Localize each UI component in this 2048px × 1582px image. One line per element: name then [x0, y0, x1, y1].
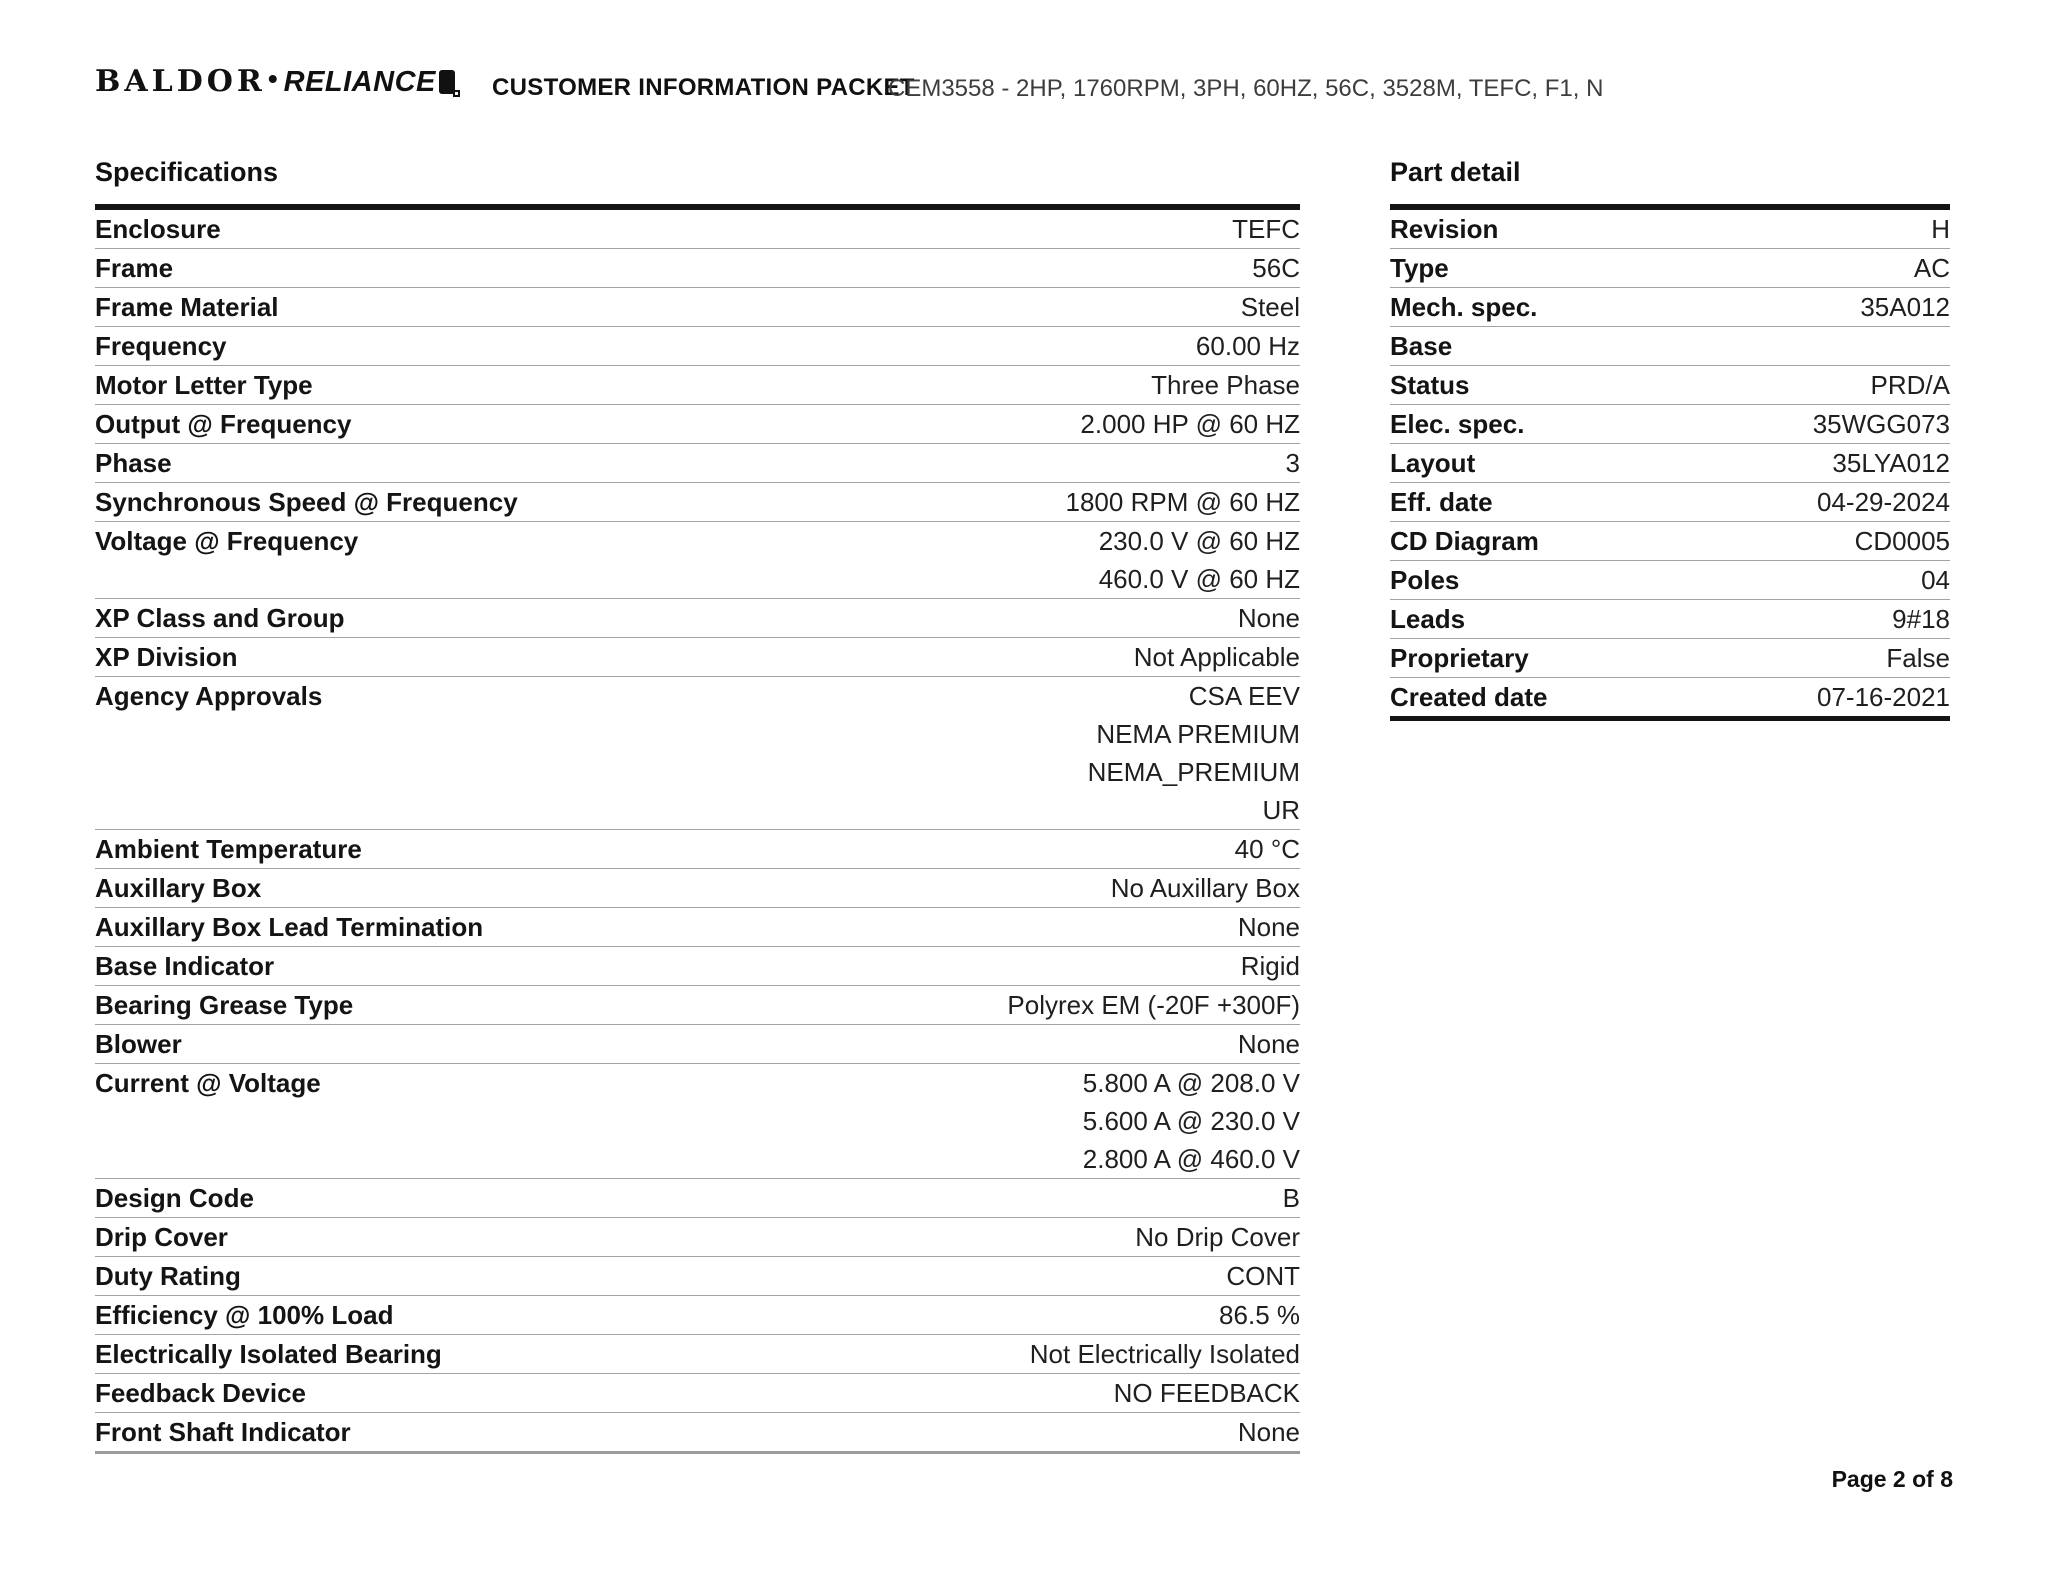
row-label: Feedback Device: [95, 1378, 307, 1408]
table-row-line: [95, 522, 1300, 560]
row-value: 2.000 HP @ 60 HZ: [1080, 409, 1300, 439]
row-label: Duty Rating: [95, 1261, 241, 1291]
table-row-line: [95, 444, 1300, 482]
table-row-line: [1390, 366, 1950, 404]
table-row-line: [95, 986, 1300, 1024]
row-value: False: [1886, 643, 1950, 673]
row-label: Proprietary: [1390, 643, 1529, 673]
row-label: Agency Approvals: [95, 681, 323, 711]
table-row-line: [95, 908, 1300, 946]
table-row: [95, 1218, 1300, 1257]
row-value: 04: [1921, 565, 1950, 595]
row-value: 1800 RPM @ 60 HZ: [1065, 487, 1300, 517]
specifications-heading: Specifications: [95, 157, 279, 187]
table-row-line: [95, 791, 1300, 829]
table-row: [95, 1025, 1300, 1064]
row-label: Revision: [1390, 214, 1499, 244]
row-value: 07-16-2021: [1817, 682, 1950, 712]
row-label: Design Code: [95, 1183, 254, 1213]
logo-baldor-text: BALDOR: [95, 64, 266, 99]
table-row: [95, 405, 1300, 444]
table-row-line: [95, 638, 1300, 676]
row-value: None: [1237, 603, 1300, 633]
table-row-line: [1390, 288, 1950, 326]
table-row-line: [95, 1413, 1300, 1451]
table-row-line: [95, 1374, 1300, 1412]
row-label: Frame: [95, 253, 174, 283]
table-row: [95, 947, 1300, 986]
row-label: CD Diagram: [1390, 526, 1539, 556]
row-label: Mech. spec.: [1390, 292, 1538, 322]
table-row: [1390, 678, 1950, 716]
row-value: 9#18: [1892, 604, 1950, 634]
table-row: [95, 210, 1300, 249]
table-row: [95, 869, 1300, 908]
table-row-line: [95, 830, 1300, 868]
trademark-box-notch: [453, 90, 460, 97]
part-detail-section: [1390, 157, 1950, 721]
table-row: [95, 327, 1300, 366]
row-value: 460.0 V @ 60 HZ: [1098, 564, 1300, 594]
row-label: Bearing Grease Type: [95, 990, 354, 1020]
table-row-line: [95, 288, 1300, 326]
table-row: [1390, 405, 1950, 444]
row-label: Frame Material: [95, 292, 279, 322]
table-row: [95, 444, 1300, 483]
table-row: [95, 1374, 1300, 1413]
trademark-box-icon: [439, 70, 455, 94]
table-row-line: [95, 1257, 1300, 1295]
table-row: [1390, 600, 1950, 639]
table-row: [1390, 366, 1950, 405]
row-value: Not Applicable: [1133, 642, 1300, 672]
row-value: UR: [1262, 795, 1300, 825]
table-row: [1390, 249, 1950, 288]
row-label: Phase: [95, 448, 172, 478]
part-detail-heading: Part detail: [1390, 157, 1521, 187]
row-value: Three Phase: [1151, 370, 1300, 400]
document-subtitle: CEM3558 - 2HP, 1760RPM, 3PH, 60HZ, 56C, 3528M, TEFC, F1, N: [888, 75, 1604, 102]
table-row-line: [95, 1140, 1300, 1178]
table-row: [95, 1179, 1300, 1218]
table-row-line: [95, 327, 1300, 365]
table-row-line: [95, 483, 1300, 521]
table-row-line: [95, 1218, 1300, 1256]
table-row: [95, 1413, 1300, 1451]
row-value: NEMA_PREMIUM: [1087, 757, 1300, 787]
table-row-line: [1390, 327, 1950, 365]
table-row-line: [95, 753, 1300, 791]
row-label: XP Class and Group: [95, 603, 345, 633]
row-label: Synchronous Speed @ Frequency: [95, 487, 518, 517]
table-row-line: [95, 677, 1300, 715]
row-label: Poles: [1390, 565, 1460, 595]
table-row: [95, 599, 1300, 638]
table-row: [95, 249, 1300, 288]
row-value: NEMA PREMIUM: [1096, 719, 1300, 749]
table-row: [95, 638, 1300, 677]
row-label: Enclosure: [95, 214, 221, 244]
table-row: [95, 1296, 1300, 1335]
table-row-line: [1390, 678, 1950, 716]
row-value: CONT: [1226, 1261, 1300, 1291]
table-row: [95, 483, 1300, 522]
specifications-table: [95, 204, 1300, 1454]
table-row-line: [1390, 639, 1950, 677]
table-row: [95, 1064, 1300, 1179]
table-row-line: [95, 560, 1300, 598]
row-label: Created date: [1390, 682, 1548, 712]
row-label: Status: [1390, 370, 1470, 400]
table-row: [95, 1335, 1300, 1374]
table-row: [1390, 288, 1950, 327]
row-value: NO FEEDBACK: [1113, 1378, 1300, 1408]
logo-reliance-text: RELIANCE: [283, 66, 436, 98]
row-value: 56C: [1252, 253, 1300, 283]
table-row: [95, 1257, 1300, 1296]
row-label: Leads: [1390, 604, 1466, 634]
row-value: Steel: [1240, 292, 1300, 322]
row-value: None: [1237, 1029, 1300, 1059]
table-row-line: [1390, 249, 1950, 287]
row-value: B: [1282, 1183, 1300, 1213]
row-value: 230.0 V @ 60 HZ: [1098, 526, 1300, 556]
table-row-line: [95, 1064, 1300, 1102]
table-row-line: [95, 366, 1300, 404]
table-row-line: [1390, 600, 1950, 638]
table-row-line: [1390, 561, 1950, 599]
row-label: Eff. date: [1390, 487, 1493, 517]
row-label: Base: [1390, 331, 1453, 361]
row-value: 86.5 %: [1219, 1300, 1300, 1330]
row-value: No Drip Cover: [1135, 1222, 1300, 1252]
row-value: 35A012: [1860, 292, 1950, 322]
row-label: Layout: [1390, 448, 1476, 478]
table-row-line: [95, 869, 1300, 907]
page-number: Page 2 of 8: [1831, 1466, 1953, 1492]
row-label: XP Division: [95, 642, 238, 672]
row-value: 35LYA012: [1832, 448, 1950, 478]
row-label: Output @ Frequency: [95, 409, 352, 439]
row-value: 60.00 Hz: [1195, 331, 1300, 361]
table-row-line: [95, 1335, 1300, 1373]
table-row: [95, 830, 1300, 869]
table-row: [1390, 561, 1950, 600]
row-label: Auxillary Box Lead Termination: [95, 912, 484, 942]
row-value: Not Electrically Isolated: [1029, 1339, 1300, 1369]
row-value: CSA EEV: [1188, 681, 1300, 711]
row-value: 40 °C: [1234, 834, 1300, 864]
table-row-line: [95, 1025, 1300, 1063]
table-row: [95, 986, 1300, 1025]
table-row-line: [95, 715, 1300, 753]
table-row-line: [95, 1296, 1300, 1334]
row-value: AC: [1913, 253, 1950, 283]
row-label: Ambient Temperature: [95, 834, 362, 864]
row-label: Blower: [95, 1029, 182, 1059]
table-row-line: [95, 249, 1300, 287]
table-row: [95, 366, 1300, 405]
table-row: [1390, 444, 1950, 483]
row-label: Frequency: [95, 331, 227, 361]
row-label: Drip Cover: [95, 1222, 228, 1252]
row-label: Elec. spec.: [1390, 409, 1525, 439]
row-value: CD0005: [1854, 526, 1950, 556]
row-value: None: [1237, 912, 1300, 942]
row-label: Efficiency @ 100% Load: [95, 1300, 394, 1330]
row-value: 5.800 A @ 208.0 V: [1082, 1068, 1300, 1098]
row-label: Electrically Isolated Bearing: [95, 1339, 442, 1369]
specifications-section: [95, 157, 1300, 1454]
row-value: 2.800 A @ 460.0 V: [1082, 1144, 1300, 1174]
table-row-line: [95, 947, 1300, 985]
table-row-line: [1390, 522, 1950, 560]
table-row: [95, 288, 1300, 327]
row-value: Rigid: [1240, 951, 1300, 981]
row-label: Auxillary Box: [95, 873, 262, 903]
row-label: Base Indicator: [95, 951, 275, 981]
row-value: TEFC: [1232, 214, 1300, 244]
document-title: CUSTOMER INFORMATION PACKET: [492, 74, 915, 101]
table-row-line: [95, 1179, 1300, 1217]
row-value: 5.600 A @ 230.0 V: [1082, 1106, 1300, 1136]
row-label: Motor Letter Type: [95, 370, 313, 400]
part-detail-table: [1390, 204, 1950, 721]
row-value: None: [1237, 1417, 1300, 1447]
table-row-line: [95, 599, 1300, 637]
row-value: 04-29-2024: [1817, 487, 1950, 517]
table-row-line: [1390, 483, 1950, 521]
table-row: [1390, 483, 1950, 522]
row-label: Current @ Voltage: [95, 1068, 321, 1098]
row-label: Voltage @ Frequency: [95, 526, 359, 556]
table-row: [1390, 327, 1950, 366]
row-value: 3: [1285, 448, 1300, 478]
row-value: PRD/A: [1870, 370, 1950, 400]
table-row: [95, 908, 1300, 947]
row-value: 35WGG073: [1812, 409, 1950, 439]
table-row: [1390, 639, 1950, 678]
row-label: Front Shaft Indicator: [95, 1417, 351, 1447]
table-row-line: [95, 210, 1300, 248]
row-value: Polyrex EM (-20F +300F): [1007, 990, 1300, 1020]
table-row: [95, 677, 1300, 830]
logo-separator-dot: •: [267, 63, 278, 94]
baldor-reliance-logo: [95, 64, 455, 99]
table-row: [1390, 522, 1950, 561]
row-value: H: [1931, 214, 1950, 244]
table-row-line: [1390, 405, 1950, 443]
table-row-line: [95, 1102, 1300, 1140]
row-value: No Auxillary Box: [1110, 873, 1300, 903]
table-row-line: [95, 405, 1300, 443]
table-row: [95, 522, 1300, 599]
table-row-line: [1390, 444, 1950, 482]
table-row: [1390, 210, 1950, 249]
row-label: Type: [1390, 253, 1449, 283]
table-row-line: [1390, 210, 1950, 248]
